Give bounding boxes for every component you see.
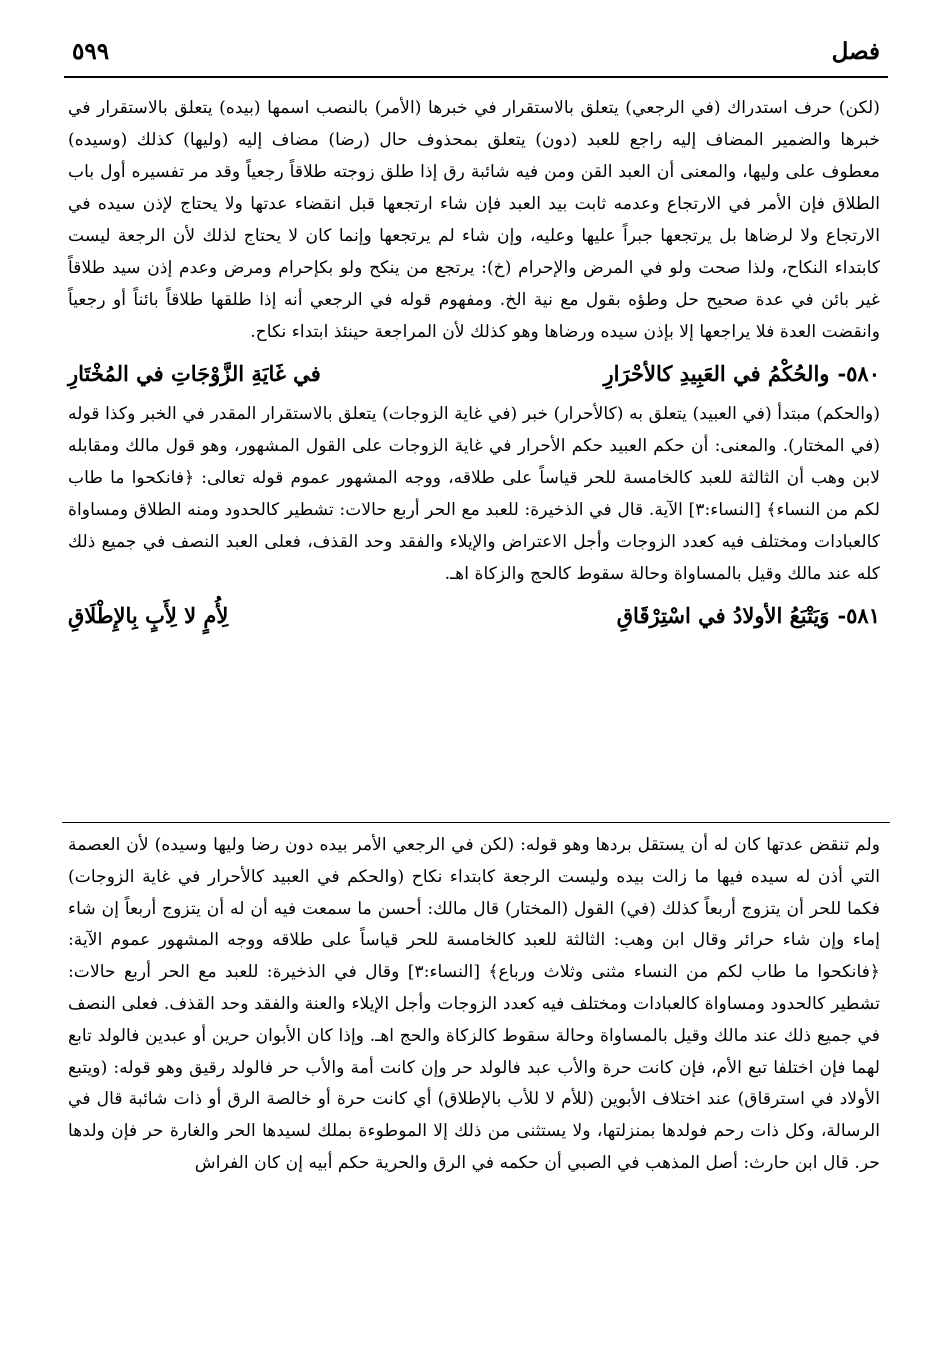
page-number: ٥٩٩ [72, 38, 110, 65]
footnote-paragraph: ولم تنقض عدتها كان له أن يستقل بردها وهو قوله: (لكن في الرجعي الأمر بيده دون رضا وليها وسيده) لأن العصمة التي أذن له سيده فيها ما زالت بيده وليست الرجعة كابتداء نكاح (والحكم في العبيد كالأحرار في غاية الزوجات) فكما للحر أن يتزوج أربعاً كذلك (في) القول (المختار) قال مالك: أحسن ما سمعت فيه أن له أن يتزوج أربعاً إن شاء إماء وإن شاء حرائر وقال ابن وهب: الثالثة للعبد كالخامسة للحر قياساً على طلاقه ووجه المشهور عموم الآية: ﴿فانكحوا ما طاب لكم من النساء مثنى وثلاث ورباع﴾ [النساء:٣] وقال في الذخيرة: للعبد مع الحر أربع حالات: تشطير كالحدود ومساواة كالعبادات ومختلف فيه كعدد الزوجات وأجل الإيلاء والعنة والفقد وحد القذف. فعلى النصف في جميع ذلك عند مالك وقيل بالمساواة وحالة سقوط كالزكاة والحج اهـ. وإذا كان الأبوان حرين أو عبدين فالولد تابع لهما فإن اختلفا تبع الأم، فإن كانت حرة والأب عبد فالولد حر وإن كانت أمة والأب حر فالولد رقيق وهو قوله: (ويتبع الأولاد في استرقاق) عند اختلاف الأبوين (للأم لا للأب بالإطلاق) أي كانت حرة أو خالصة الرق أو ذات شائبة قال في الرسالة، وكل ذات رحم فولدها بمنزلتها، ولا يستثنى من ذلك إلا الموطوءة بملك لسيدها الحر والغارة حر فإن ولدها حر. قال ابن حارث: أصل المذهب في الصبي أن حكمه في الرق والحرية حكم أبيه إن كان الفراش [68, 835, 880, 1173]
commentary-paragraph-1: (لكن) حرف استدراك (في الرجعي) يتعلق بالاستقرار في خبرها (الأمر) بالنصب اسمها (بيده) يتعلق بالاستقرار في خبرها والضمير المضاف إليه راجع للعبد (دون) يتعلق بمحذوف حال (رضا) مضاف إليه (وليها) كذلك (وسيده) معطوف على وليها، والمعنى أن العبد القن ومن فيه شائبة رق إذا طلق زوجته طلاقاً رجعياً وقد مر تفسيره أول باب الطلاق فإن الأمر في الارتجاع وعدمه ثابت بيد العبد فإن شاء ارتجعها قبل انقضاء عدتها ولا يحتاج لإذن سيده في الارتجاع ولا لرضاها بل يرتجعها جبراً عليها وعليه، وإن شاء لم يرتجعها وإنما كان لا يحتاج لذلك لأن الرجعة ليست كابتداء النكاح، ولذا صحت ولو في المرض والإحرام (خ): يرتجع من ينكح ولو بكإحرام ومرض وعدم إذن سيد طلاقاً غير بائن في عدة صحيح حل وطؤه بقول مع نية الخ. ومفهوم قوله في الرجعي أنه إذا طلقها طلاقاً بائناً أو رجعياً وانقضت العدة فلا يراجعها إلا بإذن سيده ورضاها وهو كذلك لأن المراجعة حينئذ ابتداء نكاح. [68, 98, 880, 342]
verse-number: ٥٨١- [837, 603, 880, 628]
main-text [68, 92, 880, 640]
verse-second-hemistich: في غَايَةِ الزَّوْجَاتِ في المُخْتَارِ [68, 361, 321, 386]
running-head: فصل [831, 38, 880, 65]
verse-number: ٥٨٠- [837, 361, 880, 386]
header-divider [64, 76, 888, 78]
footnote-text [68, 830, 880, 1180]
commentary-paragraph-2: (والحكم) مبتدأ (في العبيد) يتعلق به (كالأحرار) خبر (في غاية الزوجات) يتعلق بالاستقرار المقدر في الخبر وكذا قوله (في المختار). والمعنى: أن حكم العبيد حكم الأحرار في غاية الزوجات على القول المشهور، وهو قول مالك ومقابله لابن وهب أن الثالثة للعبد كالخامسة للحر قياساً على طلاقه، ووجه المشهور عموم قوله تعالى: ﴿فانكحوا ما طاب لكم من النساء﴾ [النساء:٣] الآية. قال في الذخيرة: للعبد مع الحر أربع حالات: تشطير كالحدود ومنه الطلاق ومساواة كالعبادات ومختلف فيه كعدد الزوجات وأجل الاعتراض والإيلاء والفقد وحد القذف، فعلى العبد النصف في جميع ذلك كله عند مالك وقيل بالمساواة وحالة سقوط كالحج والزكاة اهـ. [68, 404, 880, 584]
verse-second-hemistich: لِأُمٍ لا لِأَبٍ بِالإِطْلَاقِ [68, 603, 229, 628]
verse-first-hemistich: والحُكْمُ في العَبِيدِ كالأحْرَارِ [603, 361, 830, 386]
verse-first-hemistich: وَيَتْبَعُ الأولادُ في اسْتِرْقَاقِ [616, 603, 830, 628]
verse-580 [68, 354, 880, 394]
footnote-divider [62, 822, 890, 823]
page-header [72, 38, 880, 72]
verse-581 [68, 596, 880, 636]
